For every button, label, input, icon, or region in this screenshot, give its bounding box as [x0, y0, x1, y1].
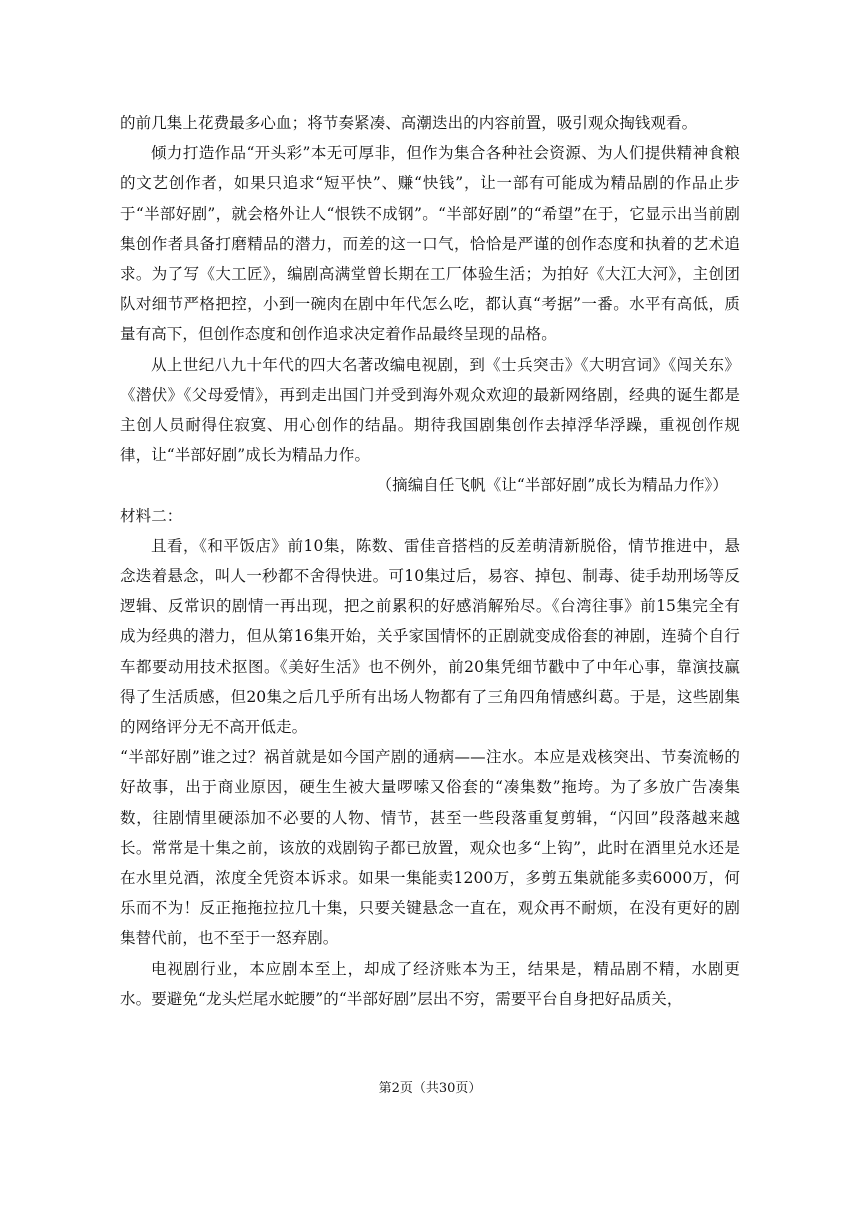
- material-two-heading: 材料二：: [120, 506, 183, 525]
- paragraph-examples: 且看，《和平饭店》前10集，陈数、雷佳音搭档的反差萌清新脱俗，情节推进中，悬念迭着悬念，叫人一秒都不舍得快进。可10集过后，易容、掉包、制毒、徒手劫刑场等反逻辑、反常识的剧情一再出现，把之前累积的好感消解殆尽。《台湾往事》前15集完全有成为经典的潜力，但从第16集开始，关乎家国情怀的正剧就变成俗套的神剧，连骑个自行车都要动用技术抠图。《美好生活》也不例外，前20集凭细节戳中了中年心事，靠演技赢得了生活质感，但20集之后几乎所有出场人物都有了三角四角情感纠葛。于是，这些剧集的网络评分无不高开低走。: [120, 536, 740, 737]
- paragraph-watering-down: “半部好剧”谁之过？祸首就是如今国产剧的通病——注水。本应是戏核突出、节奏流畅的好故事，出于商业原因，硬生生被大量啰嗦又俗套的“凑集数”拖垮。为了多放广告凑集数，往剧情里硬添加不必要的人物、情节，甚至一些段落重复剪辑，“闪回”段落越来越长。常常是十集之前，该放的戏剧钩子都已放置，观众也多“上钩”，此时在酒里兑水还是在水里兑酒，浓度全凭资本诉求。如果一集能卖1200万，多剪五集就能多卖6000万，何乐而不为！反正拖拖拉拉几十集，只要关键悬念一直在，观众再不耐烦，在没有更好的剧集替代前，也不至于一怒弃剧。: [120, 748, 740, 948]
- paragraph-continuation: 的前几集上花费最多心血；将节奏紧凑、高潮迭出的内容前置，吸引观众掏钱观看。: [120, 114, 698, 132]
- document-body: [120, 108, 740, 1014]
- paragraph-opening-effort: 倾力打造作品“开头彩”本无可厚非，但作为集合各种社会资源、为人们提供精神食粮的文艺创作者，如果只追求“短平快”、赚“快钱”，让一部有可能成为精品剧的作品止步于“半部好剧”，就会格外让人“恨铁不成钢”。“半部好剧”的“希望”在于，它显示出当前剧集创作者具备打磨精品的潜力，而差的这一口气，恰恰是严谨的创作态度和执着的艺术追求。为了写《大工匠》，编剧高满堂曾长期在工厂体验生活；为拍好《大江大河》，主创团队对细节严格把控，小到一碗肉在剧中年代怎么吃，都认真“考据”一番。水平有高低，质量有高下，但创作态度和创作追求决定着作品最终呈现的品格。: [120, 144, 740, 344]
- paragraph-industry: 电视剧行业，本应剧本至上，却成了经济账本为王，结果是，精品剧不精，水剧更水。要避免“龙头烂尾水蛇腰”的“半部好剧”层出不穷，需要平台自身把好品质关，: [120, 959, 740, 1008]
- page-number-footer: 第2页（共30页）: [378, 1081, 482, 1096]
- paragraph-classics: 从上世纪八九十年代的四大名著改编电视剧，到《士兵突击》《大明宫词》《闯关东》《潜伏》《父母爱情》，再到走出国门并受到海外观众欢迎的最新网络剧，经典的诞生都是主创人员耐得住寂寞、用心创作的结晶。期待我国剧集创作去掉浮华浮躁，重视创作规律，让“半部好剧”成长为精品力作。: [120, 355, 740, 465]
- citation-source: （摘编自任飞帆《让“半部好剧”成长为精品力作》）: [376, 476, 728, 495]
